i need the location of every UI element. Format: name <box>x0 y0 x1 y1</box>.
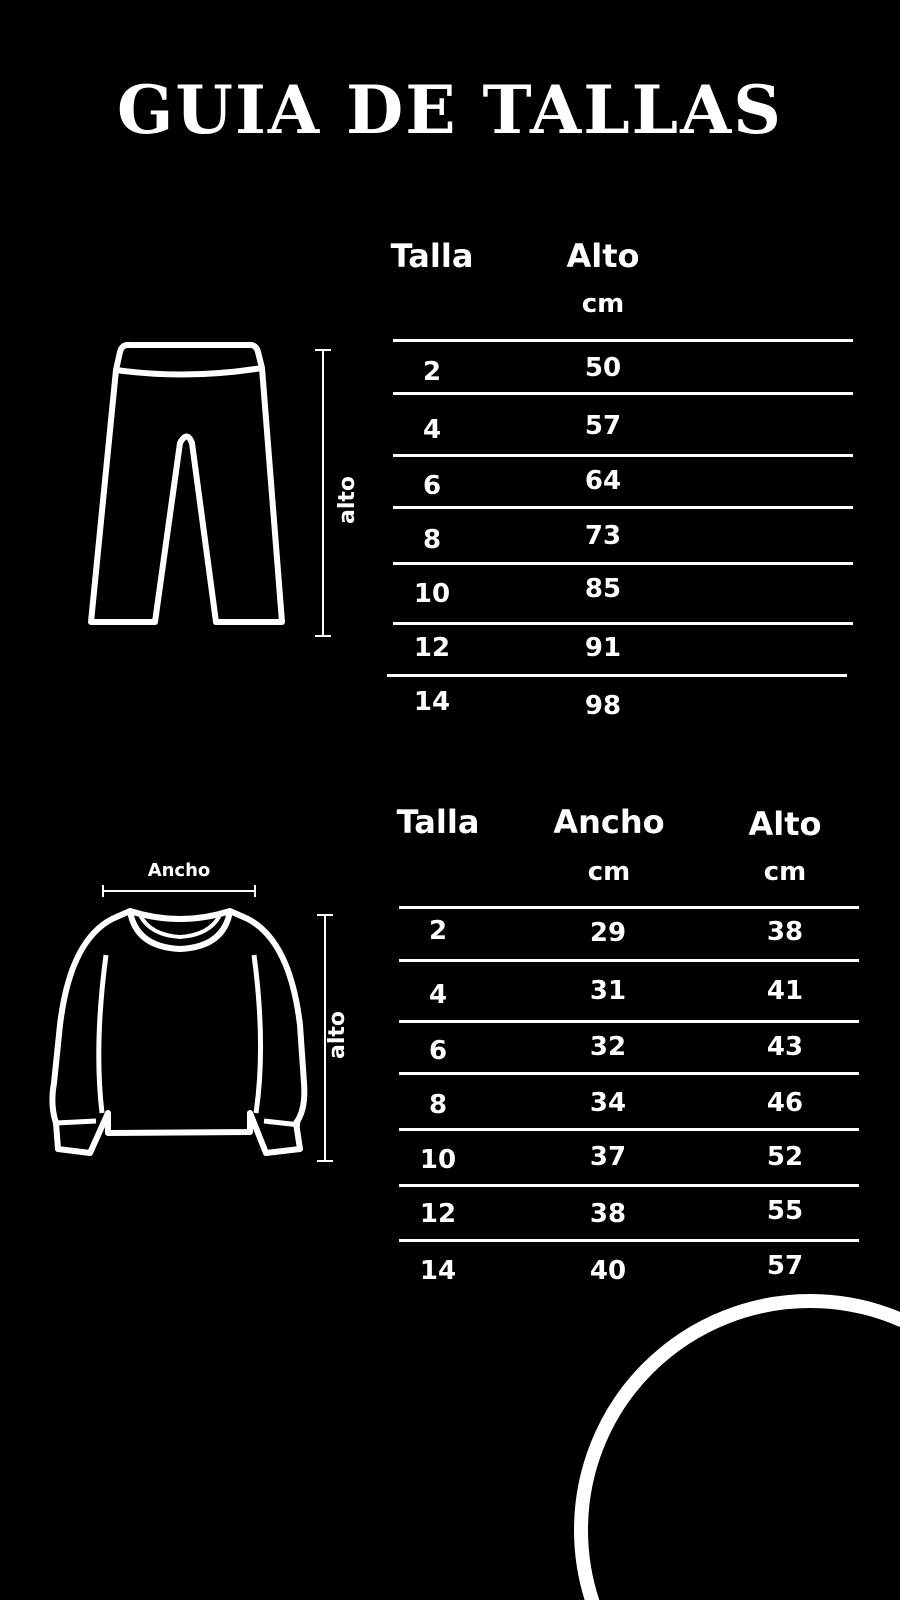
pants-size-cell: 8 <box>422 525 442 555</box>
pants-size-cell: 10 <box>413 579 451 609</box>
pants-size-cell: 6 <box>422 471 442 501</box>
pants-height-cell: 73 <box>584 521 622 551</box>
sweater-size-cell: 2 <box>428 916 448 946</box>
pants-height-unit: cm <box>581 289 625 319</box>
sweater-height-cell: 57 <box>766 1251 804 1281</box>
sweater-size-cell: 4 <box>428 980 448 1010</box>
sweater-width-cell: 38 <box>589 1199 627 1229</box>
pants-height-cell: 85 <box>584 574 622 604</box>
sweater-width-cell: 31 <box>589 976 627 1006</box>
sweater-height-cell: 55 <box>766 1196 804 1226</box>
pants-size-cell: 4 <box>422 415 442 445</box>
page-title: GUIA DE TALLAS <box>117 71 783 149</box>
pants-height-cell: 98 <box>584 691 622 721</box>
sweater-height-header: Alto <box>748 805 822 843</box>
sweater-size-cell: 14 <box>419 1256 457 1286</box>
pants-height-label: alto <box>335 475 360 525</box>
sweater-size-cell: 8 <box>428 1090 448 1120</box>
sweater-size-cell: 10 <box>419 1145 457 1175</box>
sweater-width-unit: cm <box>587 857 631 887</box>
sweater-width-cell: 34 <box>589 1088 627 1118</box>
pants-height-cell: 64 <box>584 466 622 496</box>
sweater-height-unit: cm <box>763 857 807 887</box>
pants-height-cell: 91 <box>584 633 622 663</box>
pants-size-cell: 12 <box>413 633 451 663</box>
sweater-height-cell: 46 <box>766 1088 804 1118</box>
pants-size-header: Talla <box>390 237 474 275</box>
sweater-height-cell: 41 <box>766 976 804 1006</box>
sweater-width-label: Ancho <box>147 860 211 881</box>
sweater-height-cell: 38 <box>766 917 804 947</box>
sweater-height-cell: 43 <box>766 1032 804 1062</box>
pants-size-cell: 14 <box>413 687 451 717</box>
sweater-size-header: Talla <box>396 803 480 841</box>
sweater-height-cell: 52 <box>766 1142 804 1172</box>
sweater-width-header: Ancho <box>553 803 665 841</box>
sweater-width-cell: 37 <box>589 1142 627 1172</box>
pants-height-header: Alto <box>566 237 640 275</box>
sweater-size-cell: 6 <box>428 1036 448 1066</box>
pants-size-cell: 2 <box>422 357 442 387</box>
pants-height-cell: 57 <box>584 411 622 441</box>
pants-height-cell: 50 <box>584 353 622 383</box>
sweater-height-label: alto <box>325 1010 350 1060</box>
sweater-width-cell: 29 <box>589 918 627 948</box>
sweater-width-cell: 40 <box>589 1256 627 1286</box>
sweater-size-cell: 12 <box>419 1199 457 1229</box>
sweater-width-cell: 32 <box>589 1032 627 1062</box>
